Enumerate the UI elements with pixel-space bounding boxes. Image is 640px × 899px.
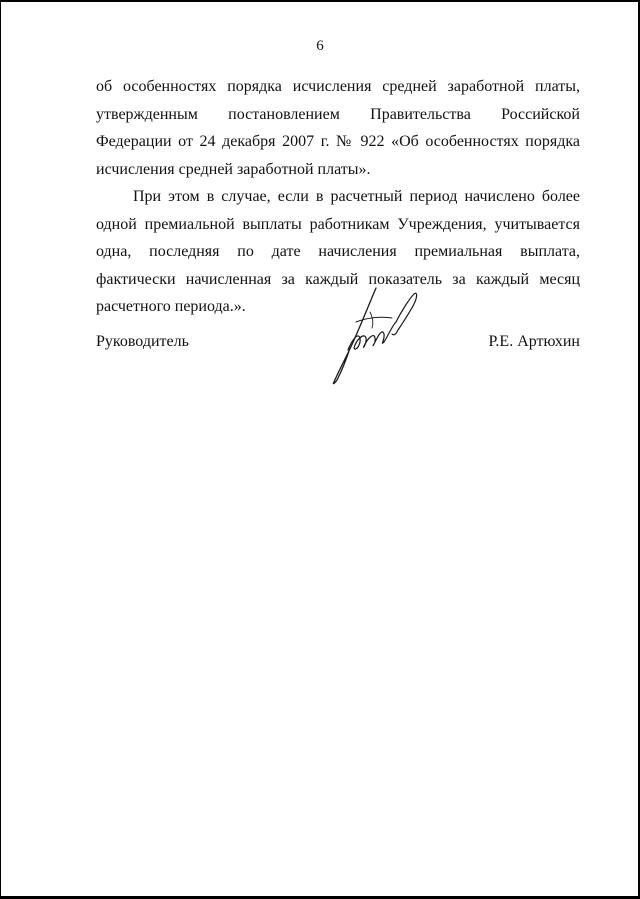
signatory-name: Р.Е. Артюхин	[488, 333, 580, 350]
signatory-position: Руководитель	[96, 333, 189, 350]
paragraph-premium-payment: При этом в случае, если в расчетный период начислено более одной премиальной выплаты работникам Учреждения, учитывается одна, последняя по дате начисления премиальная выплата, фактически начисленная за каждый показатель за каждый месяц расчетного периода.».	[96, 188, 580, 315]
page-number: 6	[316, 38, 324, 54]
handwritten-signature	[326, 282, 422, 386]
paragraph-continuation: об особенностях порядка исчисления средней заработной платы, утвержденным постановлением Правительства Российской Федерации от 24 декабря 2007 г. № 922 «Об особенностях порядка исчисления средней заработной платы».	[96, 78, 580, 178]
